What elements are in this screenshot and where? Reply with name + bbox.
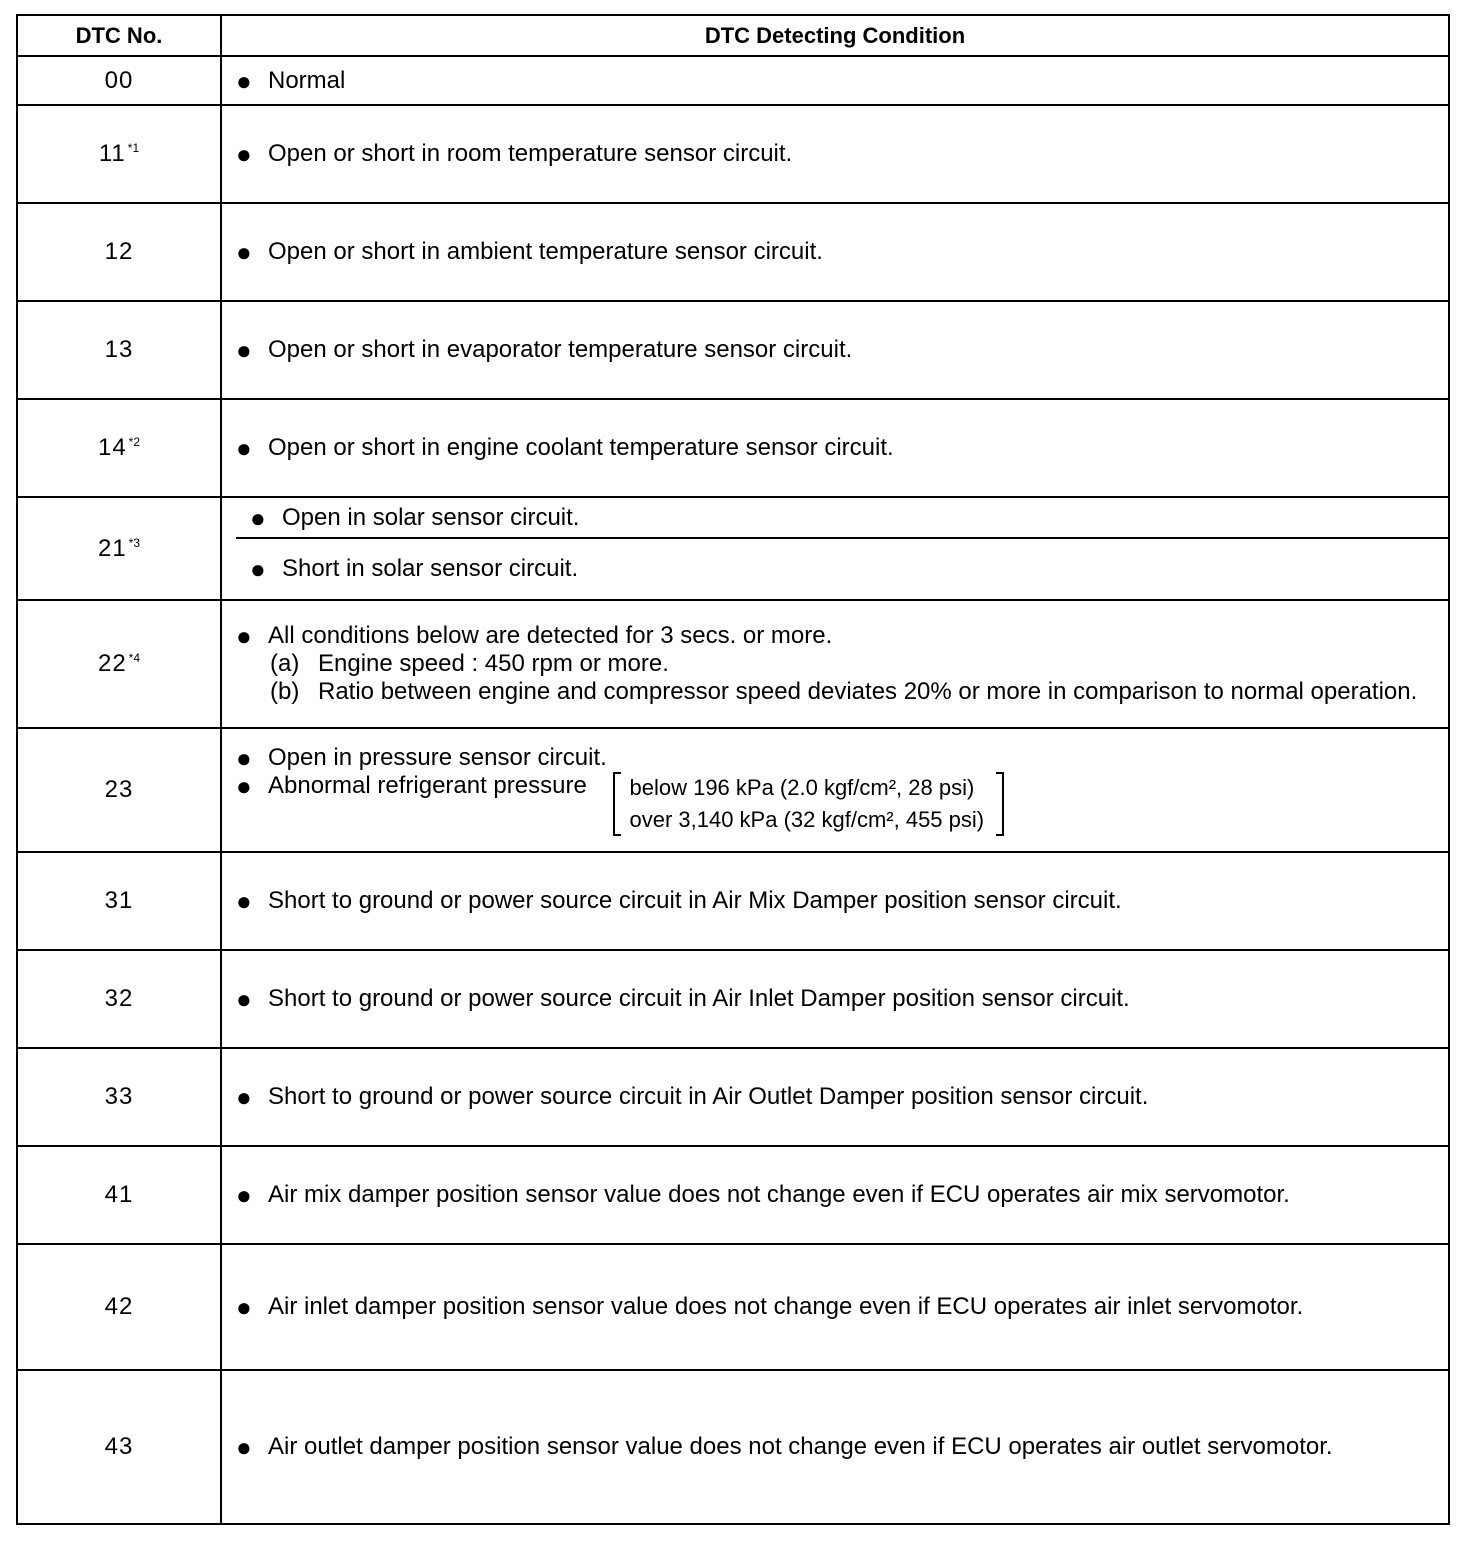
table-header-row — [17, 15, 1449, 56]
dtc-code: 32 — [104, 985, 134, 1012]
dtc-code-cell — [17, 600, 221, 728]
table-row — [17, 950, 1449, 1048]
dtc-code-cell — [17, 1048, 221, 1146]
dtc-code-cell — [17, 728, 221, 852]
condition-cell — [221, 105, 1449, 203]
dtc-code: 00 — [104, 66, 134, 94]
dtc-code-cell — [17, 203, 221, 301]
condition-cell — [221, 1048, 1449, 1146]
dtc-code: 43 — [104, 1433, 134, 1460]
condition-text: Open or short in evaporator temperature sensor circuit. — [268, 336, 853, 363]
condition-text: Air mix damper position sensor value does not change even if ECU operates air mix servomotor. — [268, 1181, 1290, 1208]
dtc-code-cell — [17, 1146, 221, 1244]
condition-text: Short to ground or power source circuit in Air Mix Damper position sensor circuit. — [268, 887, 1122, 914]
dtc-code-cell — [17, 1244, 221, 1370]
table-row — [17, 1048, 1449, 1146]
bullet-icon: ● — [236, 1292, 252, 1322]
table-row — [17, 56, 1449, 105]
condition-text: All conditions below are detected for 3 secs. or more. — [268, 622, 833, 649]
condition-cell — [221, 399, 1449, 497]
bullet-icon: ● — [236, 1180, 252, 1210]
bullet-icon: ● — [236, 771, 252, 801]
condition-text: Open or short in room temperature sensor circuit. — [268, 140, 793, 167]
condition-cell — [221, 56, 1449, 105]
footnote-mark: *2 — [128, 435, 141, 449]
dtc-code: 33 — [104, 1083, 134, 1110]
header-dtc-no: DTC No. — [17, 15, 221, 56]
table-row — [17, 497, 1449, 600]
sub-condition-text: Ratio between engine and compressor speed deviates 20% or more in comparison to normal operation. — [318, 678, 1418, 705]
condition-cell — [221, 600, 1449, 728]
condition-cell — [221, 1244, 1449, 1370]
dtc-table — [16, 14, 1450, 1525]
sub-condition-label: (a) — [270, 650, 300, 677]
table-row — [17, 728, 1449, 852]
table-row — [17, 852, 1449, 950]
pressure-range-high: over 3,140 kPa (32 kgf/cm², 455 psi) — [629, 807, 985, 832]
bullet-icon: ● — [236, 1082, 252, 1112]
condition-text: Open or short in engine coolant temperature sensor circuit. — [268, 434, 894, 461]
dtc-code-cell — [17, 105, 221, 203]
bullet-icon: ● — [236, 335, 252, 365]
dtc-code-cell — [17, 497, 221, 600]
condition-cell — [221, 301, 1449, 399]
table-row — [17, 203, 1449, 301]
dtc-code-cell — [17, 301, 221, 399]
dtc-code: 23 — [104, 776, 134, 803]
dtc-code: 14 — [97, 434, 127, 461]
bullet-icon: ● — [236, 886, 252, 916]
table-row — [17, 600, 1449, 728]
bullet-icon: ● — [236, 1432, 252, 1462]
condition-cell — [221, 852, 1449, 950]
condition-cell — [221, 728, 1449, 852]
sub-condition — [270, 678, 1448, 706]
pressure-range-bracket — [613, 772, 1004, 836]
condition-cell — [221, 1146, 1449, 1244]
condition-text: Normal — [268, 66, 346, 94]
bullet-icon: ● — [236, 743, 252, 773]
table-row — [17, 1146, 1449, 1244]
bullet-icon: ● — [236, 139, 252, 169]
condition-text: Open in solar sensor circuit. — [282, 503, 580, 531]
bullet-icon: ● — [250, 554, 266, 584]
dtc-code: 31 — [104, 887, 134, 914]
sub-condition-text: Engine speed : 450 rpm or more. — [318, 650, 669, 677]
condition-text: Short to ground or power source circuit in Air Outlet Damper position sensor circuit. — [268, 1083, 1149, 1110]
sub-condition-label: (b) — [270, 678, 300, 705]
dtc-code: 42 — [104, 1293, 134, 1320]
condition-cell — [221, 950, 1449, 1048]
bullet-icon: ● — [236, 237, 252, 267]
bullet-icon: ● — [250, 502, 266, 533]
table-row — [17, 1370, 1449, 1524]
sub-condition — [270, 650, 1448, 678]
footnote-mark: *1 — [127, 141, 140, 155]
table-row — [17, 1244, 1449, 1370]
condition-cell — [221, 1370, 1449, 1524]
footnote-mark: *3 — [128, 535, 141, 550]
dtc-code-cell — [17, 56, 221, 105]
bullet-icon: ● — [236, 65, 252, 96]
dtc-code-cell — [17, 852, 221, 950]
footnote-mark: *4 — [128, 651, 141, 665]
condition-text: Air inlet damper position sensor value does not change even if ECU operates air inlet servomotor. — [268, 1293, 1304, 1320]
dtc-code: 22 — [97, 650, 127, 677]
table-row — [17, 301, 1449, 399]
condition-text: Air outlet damper position sensor value does not change even if ECU operates air outlet servomotor. — [268, 1433, 1333, 1460]
dtc-code: 21 — [97, 534, 127, 562]
condition-text: Short in solar sensor circuit. — [282, 555, 579, 582]
header-detecting-condition: DTC Detecting Condition — [221, 15, 1449, 56]
dtc-code-cell — [17, 1370, 221, 1524]
bullet-icon: ● — [236, 433, 252, 463]
dtc-code: 13 — [104, 336, 134, 363]
bullet-icon: ● — [236, 621, 252, 651]
condition-cell — [221, 203, 1449, 301]
condition-text: Open in pressure sensor circuit. — [268, 744, 607, 771]
pressure-range-low: below 196 kPa (2.0 kgf/cm², 28 psi) — [629, 775, 975, 800]
dtc-code: 12 — [104, 238, 134, 265]
dtc-code-cell — [17, 950, 221, 1048]
table-row — [17, 105, 1449, 203]
dtc-code-cell — [17, 399, 221, 497]
bullet-icon: ● — [236, 984, 252, 1014]
condition-text: Open or short in ambient temperature sensor circuit. — [268, 238, 823, 265]
table-row — [17, 399, 1449, 497]
condition-cell — [221, 497, 1449, 600]
dtc-code: 41 — [104, 1181, 134, 1208]
condition-text: Short to ground or power source circuit in Air Inlet Damper position sensor circuit. — [268, 985, 1130, 1012]
dtc-code: 11 — [98, 140, 126, 167]
condition-text: Abnormal refrigerant pressure — [268, 772, 587, 799]
